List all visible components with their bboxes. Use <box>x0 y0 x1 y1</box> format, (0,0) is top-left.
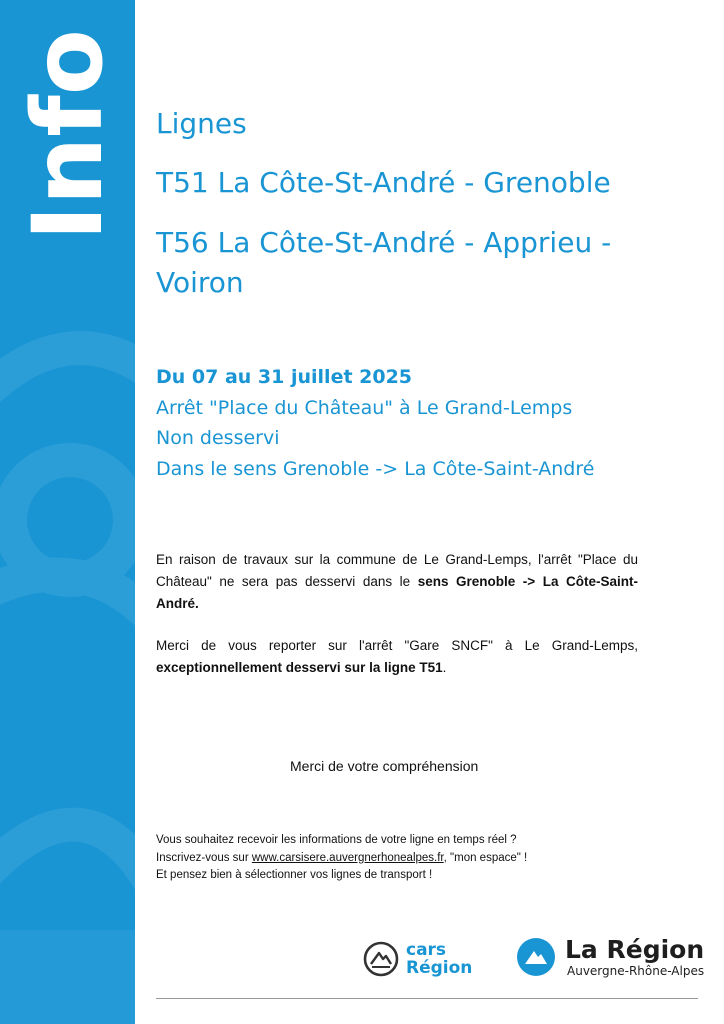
footer-line-1: Vous souhaitez recevoir les informations de votre ligne en temps réel ? <box>156 834 517 846</box>
notice-block <box>156 362 594 484</box>
notice-status: Non desservi <box>156 427 280 449</box>
footer-info <box>156 832 527 885</box>
paragraph-alternative <box>156 635 638 679</box>
footer-divider <box>156 998 698 999</box>
notice-stop: Arrêt "Place du Château" à Le Grand-Lemps <box>156 396 573 419</box>
cars-region-logo <box>362 940 472 978</box>
region-mountain-icon <box>516 937 556 977</box>
notice-date: Du 07 au 31 juillet 2025 <box>156 366 413 388</box>
paragraph-alternative-text: Merci de vous reporter sur l'arrêt "Gare SNCF" à Le Grand-Lemps, <box>156 638 638 653</box>
line-t56-title: T56 La Côte-St-André - Apprieu - Voiron <box>156 226 612 299</box>
paragraph-works-direction: sens Grenoble -> La Côte-Saint-André. <box>156 574 638 611</box>
info-title: Info <box>12 29 124 241</box>
sidebar-band <box>0 0 135 1024</box>
cars-logo-line-2: Région <box>406 958 473 978</box>
cars-logo-line-1: cars <box>406 940 447 960</box>
thanks-message: Merci de votre compréhension <box>290 758 479 774</box>
la-region-logo <box>516 936 704 978</box>
footer-line-2-end: , "mon espace" ! <box>443 851 528 864</box>
website-link[interactable]: www.carsisere.auvergnerhonealpes.fr <box>251 851 444 864</box>
footer-line-3: Et pensez bien à sélectionner vos lignes de transport ! <box>156 869 433 881</box>
line-t51-title: T51 La Côte-St-André - Grenoble <box>156 166 611 199</box>
logos-area <box>360 936 710 986</box>
footer-line-2 <box>156 850 527 868</box>
cars-region-mountain-icon <box>362 940 400 978</box>
region-logo-title: La Région <box>565 935 705 964</box>
notice-direction: Dans le sens Grenoble -> La Côte-Saint-André <box>156 457 595 480</box>
footer-line-2-start: Inscrivez-vous sur <box>156 851 252 864</box>
region-logo-subtitle: Auvergne-Rhône-Alpes <box>567 964 705 978</box>
paragraph-works-text: En raison de travaux sur la commune de Le Grand-Lemps, l'arrêt "Place du Château" ne sera pas desservi dans le <box>156 552 638 589</box>
paragraph-alternative-end: . <box>442 660 447 675</box>
paragraph-works <box>156 549 638 615</box>
lines-heading: Lignes <box>156 107 247 140</box>
paragraph-alternative-bold: exceptionnellement desservi sur la ligne T51 <box>156 660 443 675</box>
